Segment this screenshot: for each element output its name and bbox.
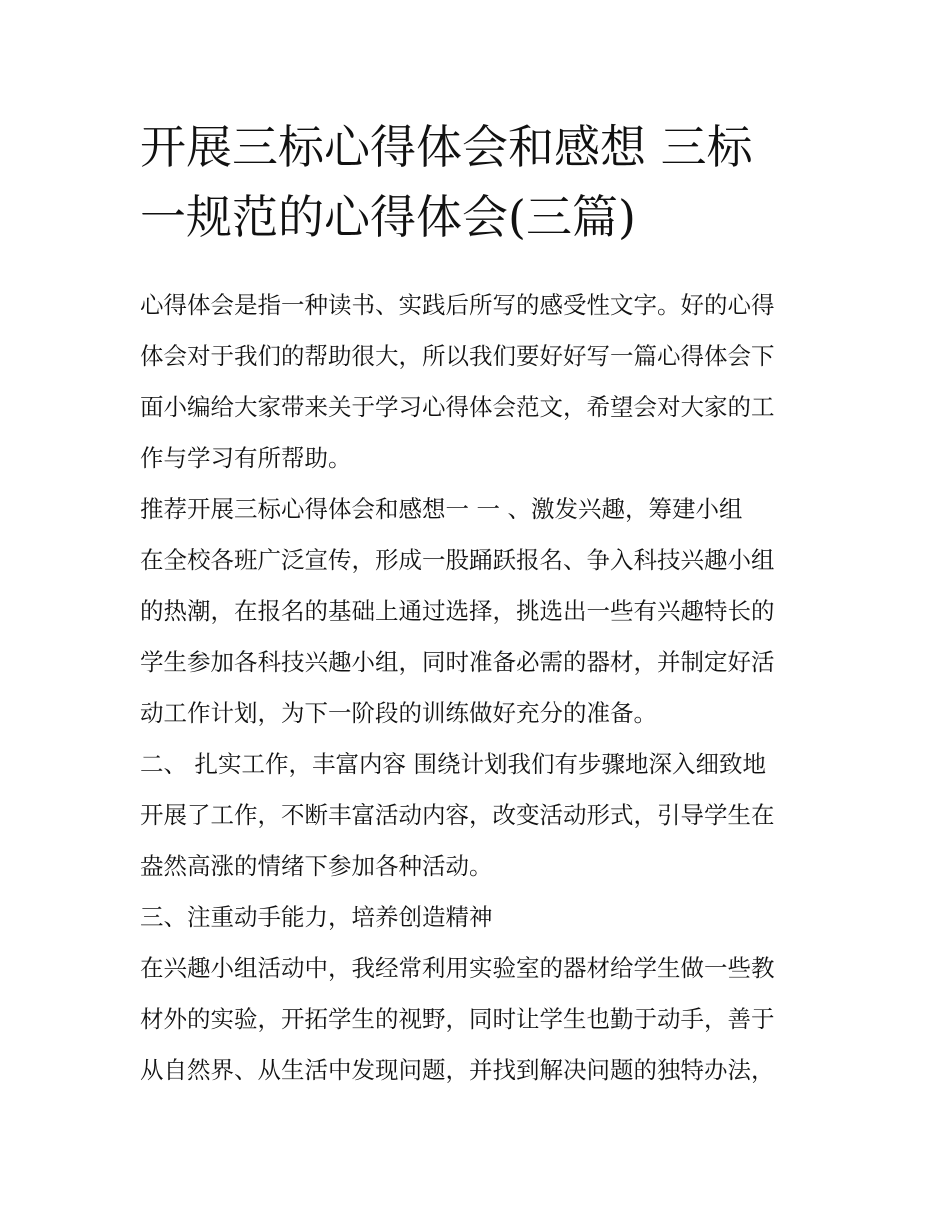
body-line: 的热潮，在报名的基础上通过选择，挑选出一些有兴趣特长的 (140, 597, 775, 625)
body-line: 体会对于我们的帮助很大，所以我们要好好写一篇心得体会下 (140, 342, 775, 370)
section-heading: 三、注重动手能力，培养创造精神 (140, 903, 493, 931)
document-title (140, 112, 820, 252)
body-line: 面小编给大家带来关于学习心得体会范文，希望会对大家的工 (140, 393, 775, 421)
body-line: 材外的实验，开拓学生的视野，同时让学生也勤于动手，善于 (140, 1005, 775, 1033)
section-heading: 二、 扎实工作，丰富内容 围绕计划我们有步骤地深入细致地 (140, 750, 766, 778)
body-line: 动工作计划，为下一阶段的训练做好充分的准备。 (140, 699, 657, 727)
body-line: 作与学习有所帮助。 (140, 444, 352, 472)
body-line: 在兴趣小组活动中，我经常利用实验室的器材给学生做一些教 (140, 954, 775, 982)
body-line: 开展了工作，不断丰富活动内容，改变活动形式，引导学生在 (140, 801, 775, 829)
body-line: 从自然界、从生活中发现问题，并找到解决问题的独特办法， (140, 1056, 775, 1084)
title-line-2: 一规范的心得体会(三篇) (140, 190, 636, 244)
body-line: 学生参加各科技兴趣小组，同时准备必需的器材，并制定好活 (140, 648, 775, 676)
title-line-1: 开展三标心得体会和感想 三标 (140, 120, 753, 174)
section-heading: 推荐开展三标心得体会和感想一 一 、激发兴趣，筹建小组 (140, 495, 743, 523)
document-body (140, 280, 820, 1096)
body-line: 盎然高涨的情绪下参加各种活动。 (140, 852, 493, 880)
body-line: 在全校各班广泛宣传，形成一股踊跃报名、争入科技兴趣小组 (140, 546, 775, 574)
body-line: 心得体会是指一种读书、实践后所写的感受性文字。好的心得 (140, 291, 775, 319)
